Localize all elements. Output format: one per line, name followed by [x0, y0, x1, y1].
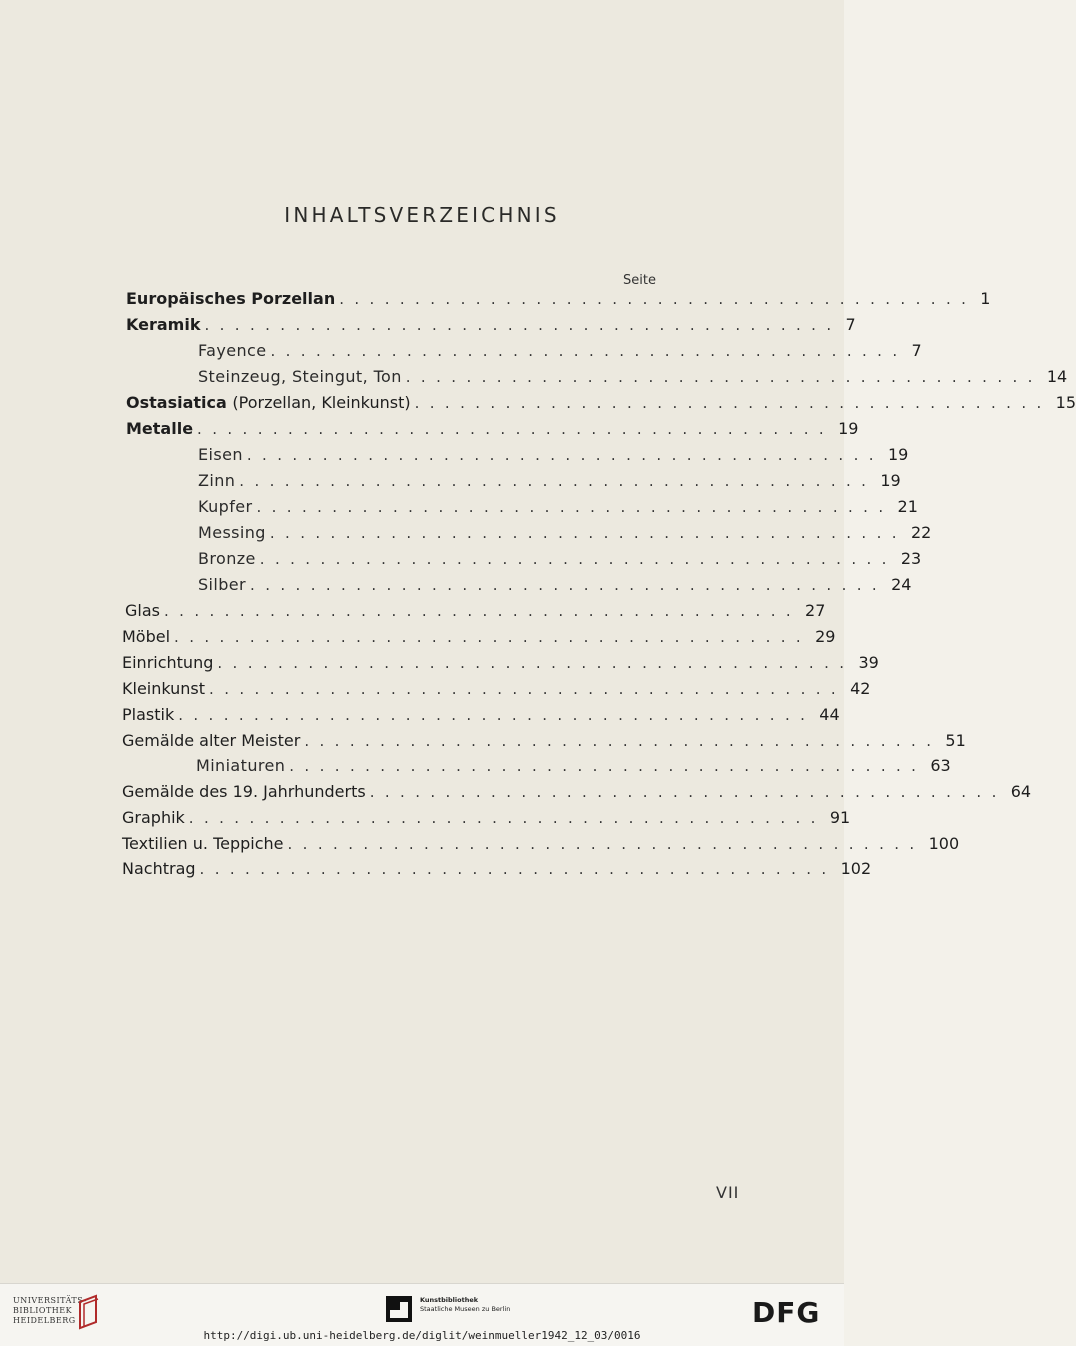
- ub-heidelberg-logo-icon: [76, 1294, 102, 1330]
- leader-dots: ..........................................: [163, 602, 802, 620]
- toc-entry-label: Möbel: [122, 627, 171, 646]
- toc-entry-label: Gemälde des 19. Jahrhunderts: [122, 782, 366, 801]
- kunstbibliothek-label: [420, 1296, 510, 1314]
- toc-entry-gemaelde-alter-meister: [122, 729, 966, 753]
- toc-entry-label: Silber: [198, 575, 247, 594]
- leader-dots: ..........................................: [414, 394, 1052, 412]
- toc-entry-label: Messing: [198, 523, 266, 542]
- toc-entry-page: 19: [887, 445, 909, 464]
- toc-entry-europaeisches-porzellan: [126, 287, 991, 311]
- toc-entry-label: Kupfer: [198, 497, 253, 516]
- toc-entry-moebel: [122, 625, 836, 649]
- toc-entry-label: Zinn: [198, 471, 236, 490]
- ub-line-2: BIBLIOTHEK: [13, 1306, 73, 1315]
- toc-entry-label: Steinzeug, Steingut, Ton: [198, 367, 402, 386]
- toc-entry-glas: [125, 599, 826, 623]
- page-title: INHALTSVERZEICHNIS: [284, 203, 560, 227]
- toc-entry-zinn: [198, 469, 901, 493]
- toc-entry-page: 63: [930, 756, 951, 775]
- toc-entry-page: 91: [829, 808, 851, 827]
- toc-entry-page: 51: [945, 731, 966, 750]
- toc-entry-kupfer: [198, 495, 918, 519]
- leader-dots: ..........................................: [199, 860, 837, 878]
- toc-entry-einrichtung: [122, 651, 879, 675]
- source-url-link[interactable]: http://digi.ub.uni-heidelberg.de/diglit/weinmueller1942_12_03/0016: [203, 1329, 641, 1342]
- toc-entry-keramik: [126, 313, 856, 337]
- toc-entry-eisen: [198, 443, 909, 467]
- toc-entry-label: Europäisches Porzellan: [126, 289, 336, 308]
- toc-entry-page: 21: [897, 497, 918, 516]
- toc-entry-label: Bronze: [198, 549, 256, 568]
- leader-dots: ..........................................: [304, 732, 942, 750]
- toc-entry-label: Textilien u. Teppiche: [122, 834, 284, 853]
- toc-entry-page: 102: [840, 859, 872, 878]
- toc-entry-silber: [198, 573, 912, 597]
- kb-line-1: Kunstbibliothek: [420, 1296, 479, 1304]
- toc-entry-metalle: [126, 417, 859, 441]
- toc-entry-label: Nachtrag: [122, 859, 196, 878]
- toc-entry-page: 19: [880, 471, 901, 490]
- toc-entry-page: 24: [891, 575, 912, 594]
- toc-entry-label: Glas: [125, 601, 160, 620]
- toc-entry-label: Metalle: [126, 419, 194, 438]
- leader-dots: ..........................................: [339, 290, 977, 308]
- leader-dots: ..........................................: [178, 706, 816, 724]
- leader-dots: ..........................................: [289, 757, 927, 775]
- leader-dots: ..........................................: [188, 809, 826, 827]
- toc-entry-textilien: [122, 832, 960, 856]
- leader-dots: ..........................................: [250, 576, 888, 594]
- dfg-logo: DFG: [752, 1296, 821, 1329]
- toc-entry-page: 1: [980, 289, 991, 308]
- toc-entry-bronze: [198, 547, 922, 571]
- toc-entry-page: 7: [845, 315, 856, 334]
- toc-entry-page: 15: [1055, 393, 1076, 412]
- toc-entry-page: 100: [928, 834, 960, 853]
- leader-dots: ..........................................: [369, 783, 1007, 801]
- toc-entry-page: 42: [850, 679, 871, 698]
- ub-line-1: UNIVERSITÄTS-: [13, 1296, 87, 1305]
- page-number: VII: [716, 1183, 740, 1202]
- kb-line-2: Staatliche Museen zu Berlin: [420, 1305, 511, 1313]
- toc-entry-label: Kleinkunst: [122, 679, 206, 698]
- toc-entry-label: Gemälde alter Meister: [122, 731, 301, 750]
- toc-entry-page: 22: [910, 523, 932, 542]
- toc-entry-page: 27: [805, 601, 826, 620]
- toc-entry-label: Graphik: [122, 808, 185, 827]
- toc-entry-page: 14: [1046, 367, 1068, 386]
- toc-entry-page: 44: [819, 705, 840, 724]
- toc-entry-label: Eisen: [198, 445, 243, 464]
- leader-dots: ..........................................: [246, 446, 884, 464]
- toc-entry-label: Keramik: [126, 315, 201, 334]
- toc-entry-fayence: [198, 339, 922, 363]
- leader-dots: ..........................................: [259, 550, 897, 568]
- toc-entry-page: 29: [815, 627, 836, 646]
- toc-entry-page: 23: [900, 549, 922, 568]
- toc-entry-label: Fayence: [198, 341, 267, 360]
- toc-entry-label: Miniaturen: [196, 756, 286, 775]
- leader-dots: ..........................................: [269, 524, 907, 542]
- toc-entry-messing: [198, 521, 932, 545]
- toc-entry-nachtrag: [122, 857, 872, 881]
- toc-entry-label: [126, 391, 411, 415]
- toc-entry-ostasiatica: [126, 391, 1076, 415]
- toc-entry-kleinkunst: [122, 677, 871, 701]
- leader-dots: ..........................................: [239, 472, 877, 490]
- toc-entry-page: 39: [858, 653, 879, 672]
- leader-dots: ..........................................: [217, 654, 855, 672]
- ub-line-3: HEIDELBERG: [13, 1316, 76, 1325]
- leader-dots: ..........................................: [287, 835, 925, 853]
- kunstbibliothek-logo-icon: [386, 1296, 412, 1322]
- toc-entry-label: Plastik: [122, 705, 175, 724]
- toc-entry-page: 19: [838, 419, 859, 438]
- seite-column-label: Seite: [623, 273, 656, 288]
- leader-dots: ..........................................: [405, 368, 1043, 386]
- leader-dots: ..........................................: [209, 680, 847, 698]
- toc-entry-miniaturen: [196, 754, 951, 778]
- leader-dots: ..........................................: [204, 316, 842, 334]
- toc-entry-label-suffix: (Porzellan, Kleinkunst): [232, 393, 411, 412]
- leader-dots: ..........................................: [197, 420, 835, 438]
- toc-entry-gemaelde-19-jh: [122, 780, 1032, 804]
- toc-entry-steinzeug: [198, 365, 1068, 389]
- toc-entry-page: 64: [1010, 782, 1032, 801]
- leader-dots: ..........................................: [174, 628, 812, 646]
- toc-entry-label-main: Ostasiatica: [126, 393, 227, 412]
- toc-entry-plastik: [122, 703, 840, 727]
- toc-entry-label: Einrichtung: [122, 653, 214, 672]
- leader-dots: ..........................................: [256, 498, 894, 516]
- digitization-footer: [0, 1283, 844, 1346]
- toc-entry-page: 7: [911, 341, 922, 360]
- toc-entry-graphik: [122, 806, 851, 830]
- leader-dots: ..........................................: [270, 342, 908, 360]
